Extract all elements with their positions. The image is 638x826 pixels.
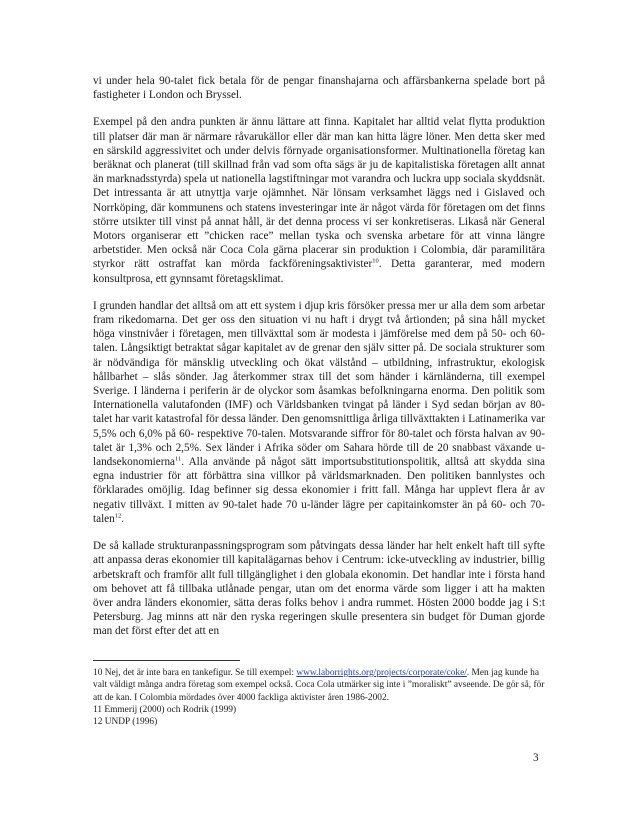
footnote-ref-11: 11 (175, 455, 182, 463)
footnote-12: 12 UNDP (1996) (93, 717, 158, 728)
footnote-11: 11 Emmerij (2000) och Rodrik (1999) (93, 704, 237, 715)
body-text (93, 74, 545, 639)
footnote-number: 12 (93, 717, 103, 728)
footnote-10: 10 Nej, det är inte bara en tankefigur. Se till exempel: www.laborrights.org/projects/corporate/coke/. Men jag kunde ha valt väldigt många andra företag som exempel också. Coca Cola utmärker sig inte i ”moraliskt” avseende. De gör så, för att de kan. I Colombia mördades över 4000 fackliga aktivister åren 1986-2002. (93, 668, 545, 703)
footnote-ref-12: 12 (114, 512, 122, 520)
page-number: 3 (533, 752, 539, 764)
paragraph: vi under hela 90-talet fick betala för de pengar finanshajarna och affärsbankerna spelade bort på fastigheter i London och Bryssel. (93, 75, 545, 102)
footnote-number: 10 (93, 668, 103, 678)
footnote-separator (93, 660, 240, 661)
paragraph: Exempel på den andra punkten är ännu lättare att finna. Kapitalet har alltid velat flytta produktion till platser där man är närmare råvarukällor eller där man kan hitta lägre löner. Men detta sker med en särskild aggressivitet och under delvis förnyade organisationsformer. Multinationella företag kan beräknat och planerat (till skillnad från vad som ofta sägs är ju de kapitalistiska företagen allt annat än marknadsstyrda) spela ut nationella lagstiftningar mot varandra och luckra upp sociala skyddsnät. Det intressanta är att utnyttja varje ojämnhet. När lönsam verksamhet läggs ned i Gislaved och Norrköping, där kommunens och statens investeringar inte är något värda för företagen om det finns större utsikter till vinst på annat håll, är det denna process vi ser konkretiseras. Likaså när General Motors organiserar ett ”chicken race” mellan tyska och svenska arbetare för att vinna längre arbetstider. Men också när Coca Cola gärna placerar sin produktion i Colombia, där paramilitära styrkor rätt ostraffat kan mörda fackföreningsaktivister$^{10}$. Detta garanterar, med modern konsultprosa, ett gynnsamt företagsklimat. (93, 116, 545, 285)
paragraph: De så kallade strukturanpassningsprogram som påtvingats dessa länder har helt enkelt haft till syfte att anpassa deras ekonomier till kapitalägarnas behov i Centrum: icke-utveckling av industrier, billig arbetskraft och framför allt full tillgänglighet i den globala ekonomin. Det handlar inte i första hand om behovet att få tillbaka utlånade pengar, utan om det enorma värde som ligger i att ha makten över andra länders ekonomier, sätta deras folks behov i andra rummet. Hösten 2000 bodde jag i S:t Petersburg. Jag minns att när den ryska regeringen skulle presentera sin budget för Duman gjorde man det först efter det att en (93, 540, 545, 638)
footnote-ref-10: 10 (372, 257, 379, 265)
footnote-link[interactable]: www.laborrights.org/projects/corporate/coke/ (296, 668, 467, 678)
footnote-number: 11 (93, 704, 103, 715)
footnotes (93, 667, 545, 728)
paragraph: I grunden handlar det alltså om att ett system i djup kris försöker pressa mer ur alla dem som arbetar fram rikedomarna. Det ger oss den situation vi nu haft i drygt två årtionden; på sina håll mycket höga vinstnivåer i företagen, men tillväxttal som är modesta i jämförelse med dem på 50- och 60-talen. Långsiktigt betraktat sågar kapitalet av de grenar den själv sitter på. De sociala strukturer som är nödvändiga för mänsklig utveckling och ökat välstånd – utbildning, infrastruktur, ekologisk hållbarhet – slås sönder. Jag återkommer strax till det som händer i kärnländerna, till exempel Sverige. I länderna i periferin är de olyckor som åsamkas befolkningarna enorma. Den politik som Internationella valutafonden (IMF) och Världsbanken tvingat på länder i Syd sedan början av 80-talet har varit katastrofal för dessa länder. Den genomsnittliga årliga tillväxttakten i Latinamerika var 5,5% och 6,0% på 60- respektive 70-talen. Motsvarande siffror för 80-talet och första halvan av 90-talet är 1,3% och 2,5%. Sex länder i Afrika söder om Sahara hörde till de 20 snabbast växande u-landsekonomierna$^{11}$. Alla använde på något sätt importsubstitutionspolitik, alltså att skydda sina egna industrier för att förbättra sina villkor på världsmarknaden. Den politiken bannlystes och förklarades omöjlig. Idag befinner sig dessa ekonomier i fritt fall. Många har upplevt flera år av negativ tillväxt. I mitten av 90-talet hade 70 u-länder lägre per capitainkomster än på 60- och 70-talen$^{12}$. (93, 299, 545, 525)
